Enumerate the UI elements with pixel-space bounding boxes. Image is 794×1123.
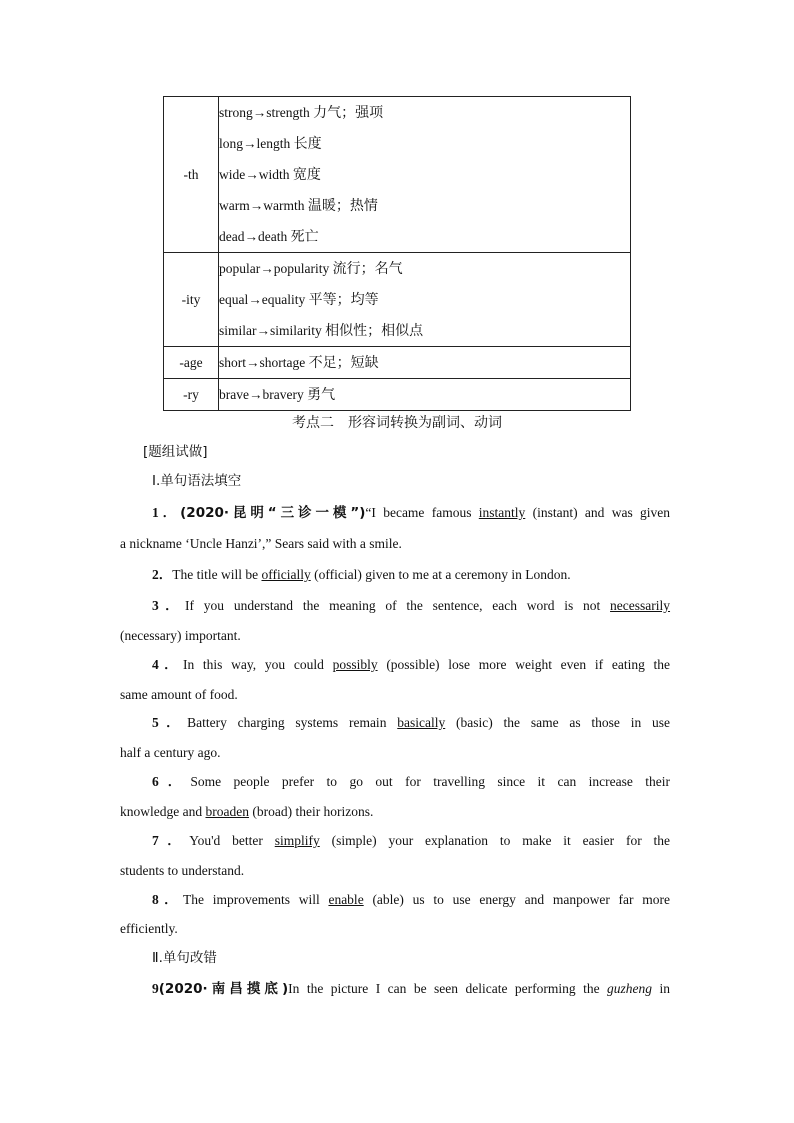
question-1: 1．(2020·昆明“三诊一模”)“I became famous instantly (instant) and was given [152, 505, 671, 521]
example-line: brave→bravery 勇气 [219, 387, 336, 403]
answer-blank: simplify [274, 833, 320, 848]
section-title: 考点二 形容词转换为副词、动词 [292, 415, 502, 431]
question-7: 7．You'd better simplify (simple) your explanation to make it easier for the [152, 833, 671, 848]
example-line: dead→death 死亡 [219, 229, 319, 245]
example-line: long→length 长度 [219, 136, 322, 152]
answer-blank: basically [397, 715, 446, 730]
question-5: 5．Battery charging systems remain basically (basic) the same as those in use [152, 715, 671, 730]
question-4-cont: same amount of food. [120, 687, 238, 702]
suffix-cell: -ity [164, 253, 219, 347]
question-5-cont: half a century ago. [120, 745, 221, 760]
question-6: 6．Some people prefer to go out for travelling since it can increase their [152, 774, 670, 789]
table-row [164, 97, 631, 253]
suffix-cell: -ry [164, 379, 219, 411]
question-2: 2．The title will be officially (official) given to me at a ceremony in London. [152, 567, 571, 582]
suffix-table [163, 96, 631, 411]
example-line: similar→similarity 相似性；相似点 [219, 323, 424, 339]
answer-blank: necessarily [610, 598, 671, 613]
example-line: warm→warmth 温暖；热情 [219, 198, 378, 214]
answer-blank: possibly [332, 657, 378, 672]
example-line: popular→popularity 流行；名气 [219, 261, 403, 277]
answer-blank: enable [328, 892, 364, 907]
question-1-cont: a nickname ‘Uncle Hanzi’,” Sears said with a smile. [120, 536, 402, 551]
examples-cell [219, 379, 631, 411]
examples-cell [219, 253, 631, 347]
example-line: strong→strength 力气；强项 [219, 105, 384, 121]
practice-label: [题组试做] [143, 444, 208, 460]
table-row [164, 379, 631, 411]
question-9: 9(2020·南昌摸底)In the picture I can be seen delicate performing the guzheng in [152, 981, 671, 997]
question-8: 8．The improvements will enable (able) us to use energy and manpower far more [152, 892, 671, 907]
question-4: 4．In this way, you could possibly (possible) lose more weight even if eating the [152, 657, 671, 672]
examples-cell [219, 347, 631, 379]
examples-cell [219, 97, 631, 253]
part2-heading: Ⅱ.单句改错 [152, 950, 217, 966]
answer-blank: broaden [205, 804, 249, 819]
table-row [164, 253, 631, 347]
question-7-cont: students to understand. [120, 863, 245, 878]
example-line: wide→width 宽度 [219, 167, 321, 183]
example-line: equal→equality 平等；均等 [219, 292, 379, 308]
question-3-cont: (necessary) important. [120, 628, 241, 643]
table-row [164, 347, 631, 379]
answer-blank: instantly [478, 505, 526, 520]
answer-blank: officially [261, 567, 311, 582]
suffix-cell: -th [164, 97, 219, 253]
question-8-cont: efficiently. [120, 921, 178, 936]
suffix-cell: -age [164, 347, 219, 379]
part1-heading: Ⅰ.单句语法填空 [152, 473, 242, 489]
question-6-cont: knowledge and broaden (broad) their horizons. [120, 804, 374, 819]
question-3: 3．If you understand the meaning of the sentence, each word is not necessarily [152, 598, 671, 613]
example-line: short→shortage 不足；短缺 [219, 355, 379, 371]
